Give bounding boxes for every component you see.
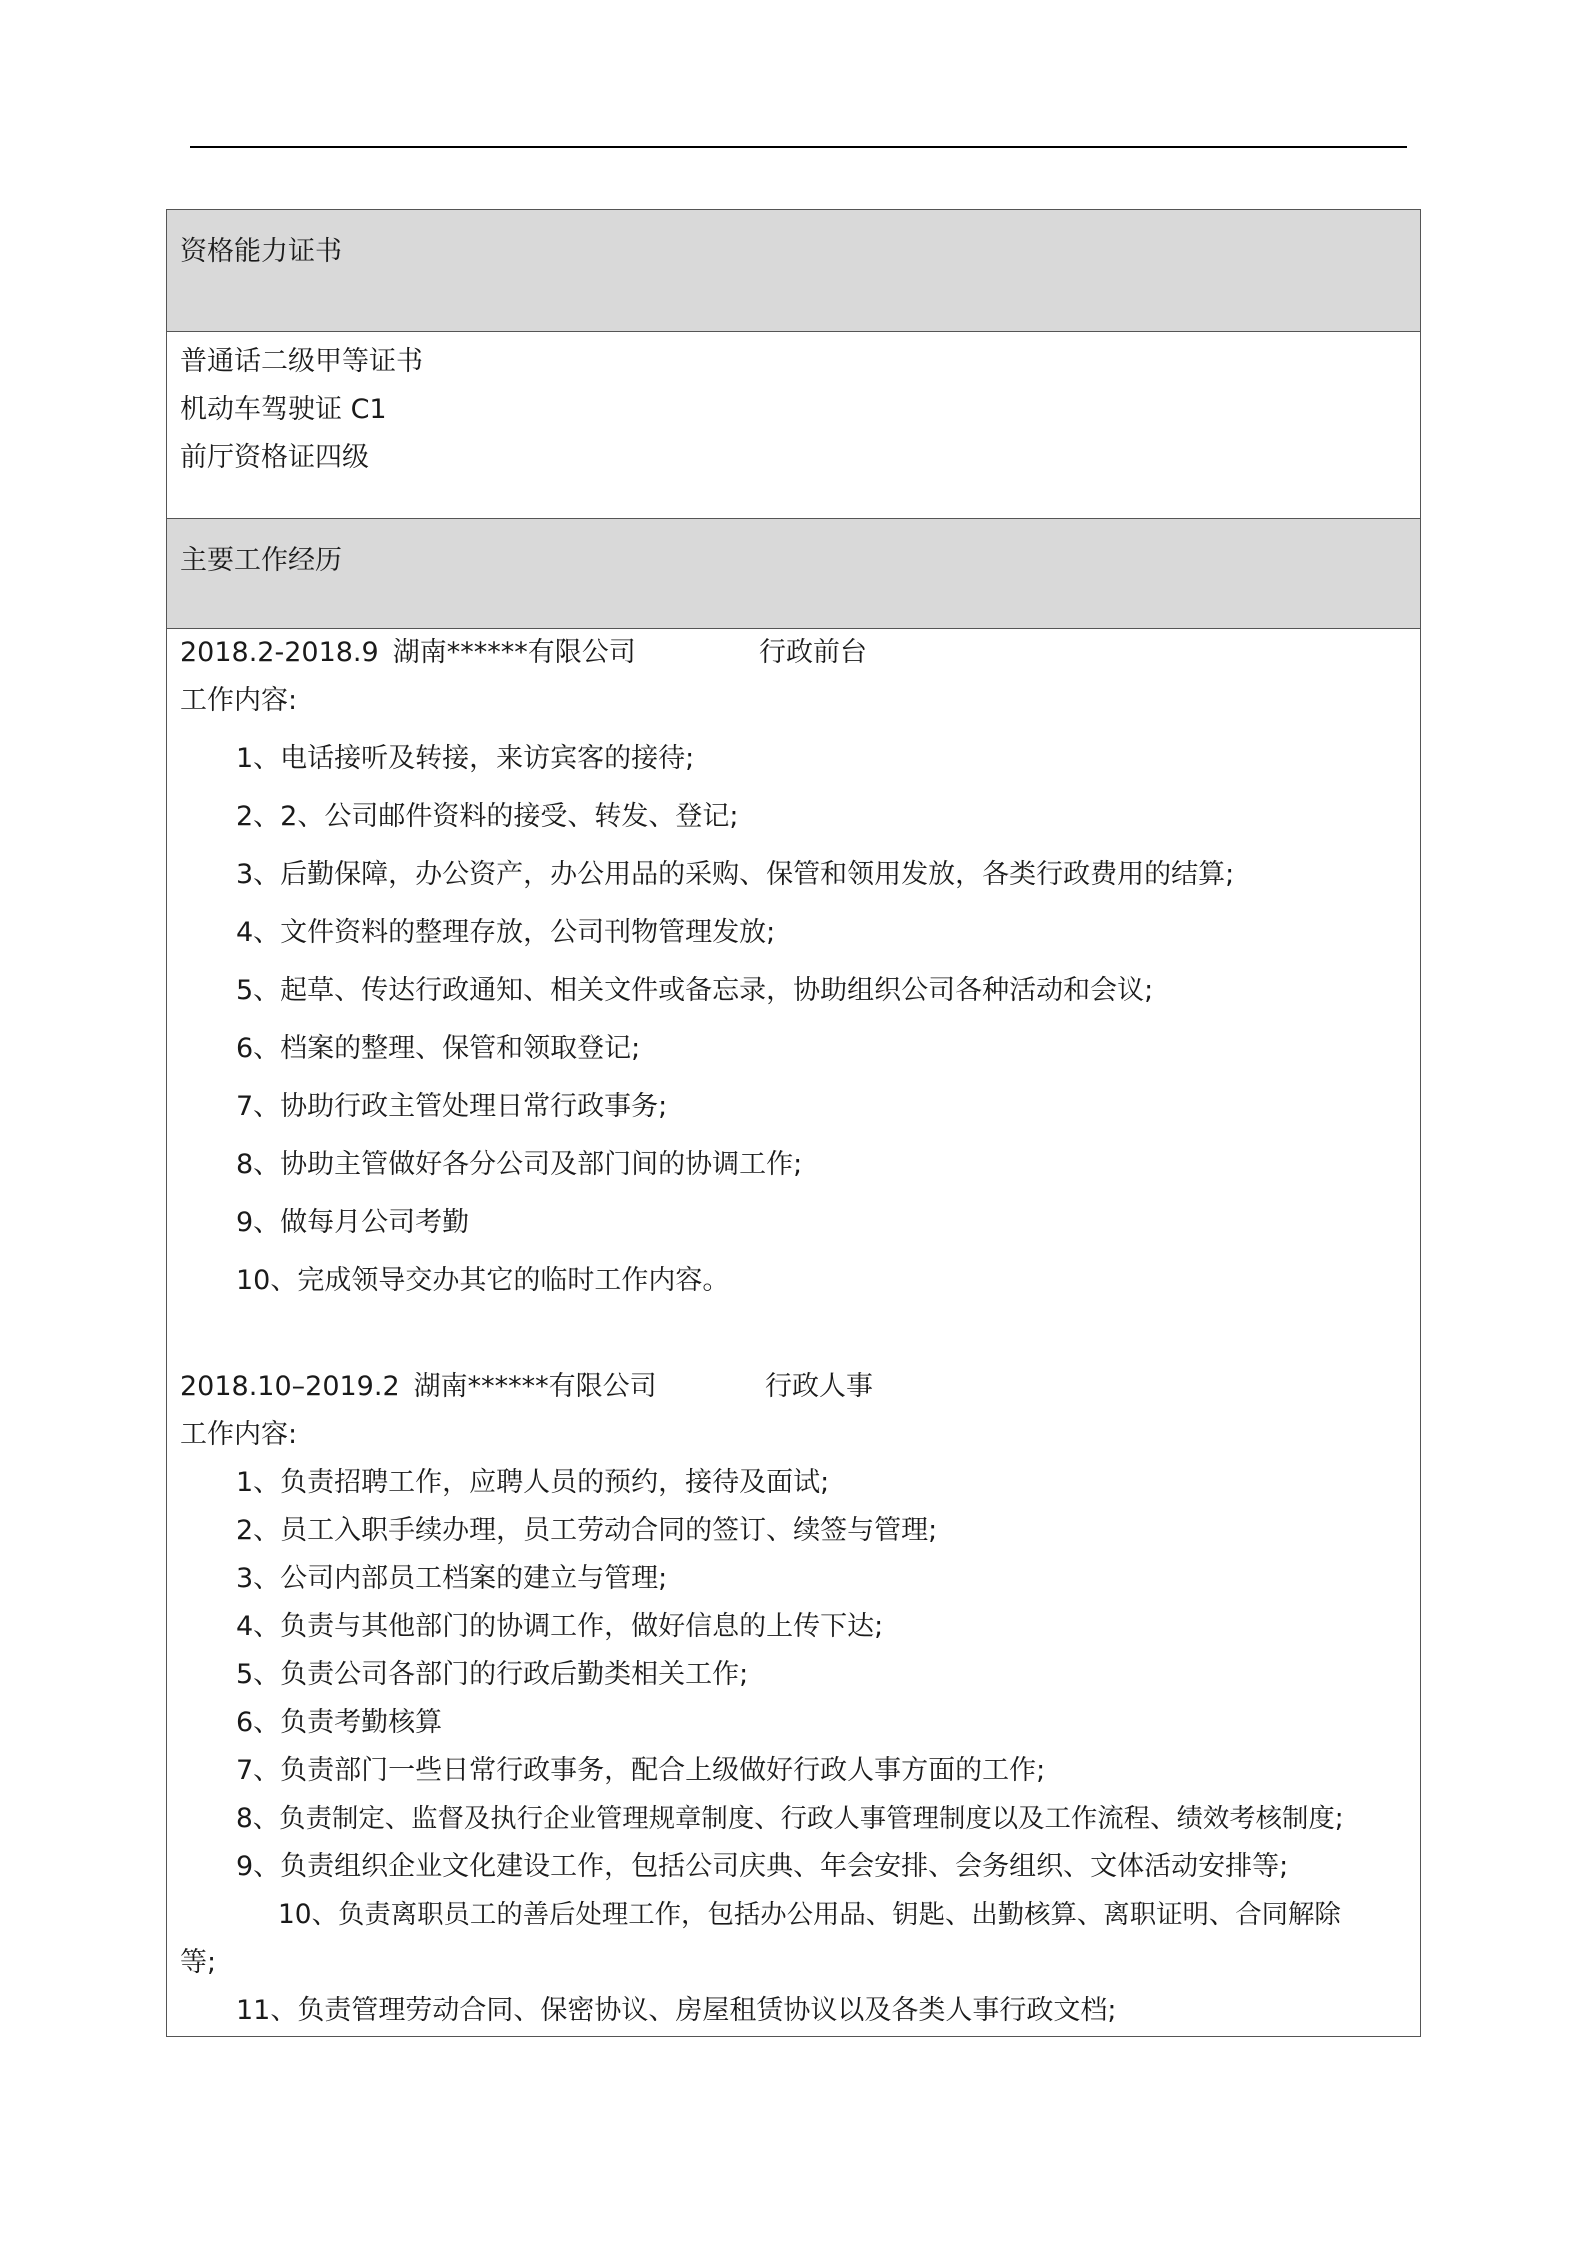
work-experience-header [167,519,1420,629]
job-duty: 7、协助行政主管处理日常行政事务; [236,1091,668,1122]
certificate-item: 前厅资格证四级 [180,442,369,473]
job-duty: 6、负责考勤核算 [236,1707,443,1738]
certificates-header [167,210,1420,332]
job-duty: 5、起草、传达行政通知、相关文件或备忘录，协助组织公司各种活动和会议; [236,975,1154,1006]
job-duty: 10、负责离职员工的善后处理工作，包括办公用品、钥匙、出勤核算、离职证明、合同解除 [278,1899,1341,1930]
job-duty: 2、员工入职手续办理，员工劳动合同的签订、续签与管理; [236,1515,938,1546]
work-experience-body [167,629,1420,2035]
job-duty: 10、完成领导交办其它的临时工作内容。 [236,1265,730,1296]
job-title-line [180,635,636,671]
certificate-item: 普通话二级甲等证书 [180,346,423,377]
job-role: 行政前台 [759,637,867,668]
certificates-header-label: 资格能力证书 [180,236,342,267]
job-company: 湖南******有限公司 [413,1371,657,1402]
job-title-line [180,1369,657,1405]
job-duty: 9、负责组织企业文化建设工作，包括公司庆典、年会安排、会务组织、文体活动安排等; [236,1851,1289,1882]
job-duty: 2、2、公司邮件资料的接受、转发、登记; [236,801,739,832]
job-duty: 4、文件资料的整理存放，公司刊物管理发放; [236,917,776,948]
job-role: 行政人事 [765,1371,873,1402]
resume-table [166,209,1421,2037]
job-duty-continuation: 等; [180,1947,217,1978]
certificates-body [167,332,1420,519]
job-duty: 3、后勤保障，办公资产，办公用品的采购、保管和领用发放，各类行政费用的结算; [236,859,1235,890]
job-duty: 4、负责与其他部门的协调工作，做好信息的上传下达; [236,1611,884,1642]
job-duty: 9、做每月公司考勤 [236,1207,470,1238]
job-duty: 5、负责公司各部门的行政后勤类相关工作; [236,1659,749,1690]
job-period: 2018.10–2019.2 [180,1371,400,1402]
job-duty: 1、电话接听及转接，来访宾客的接待; [236,743,695,774]
job-company: 湖南******有限公司 [392,637,636,668]
job-duty: 1、负责招聘工作，应聘人员的预约，接待及面试; [236,1467,830,1498]
job-period: 2018.2-2018.9 [180,637,379,668]
job-content-label: 工作内容: [180,685,298,716]
work-experience-header-label: 主要工作经历 [180,545,342,576]
job-content-label: 工作内容: [180,1419,298,1450]
job-duty: 6、档案的整理、保管和领取登记; [236,1033,641,1064]
certificate-item: 机动车驾驶证 C1 [180,394,387,425]
job-duty: 8、协助主管做好各分公司及部门间的协调工作; [236,1149,803,1180]
job-duty: 7、负责部门一些日常行政事务，配合上级做好行政人事方面的工作; [236,1755,1046,1786]
job-duty: 8、负责制定、监督及执行企业管理规章制度、行政人事管理制度以及工作流程、绩效考核制度; [236,1803,1344,1834]
job-duty: 3、公司内部员工档案的建立与管理; [236,1563,668,1594]
header-rule [190,146,1407,148]
job-duty: 11、负责管理劳动合同、保密协议、房屋租赁协议以及各类人事行政文档; [236,1995,1117,2026]
